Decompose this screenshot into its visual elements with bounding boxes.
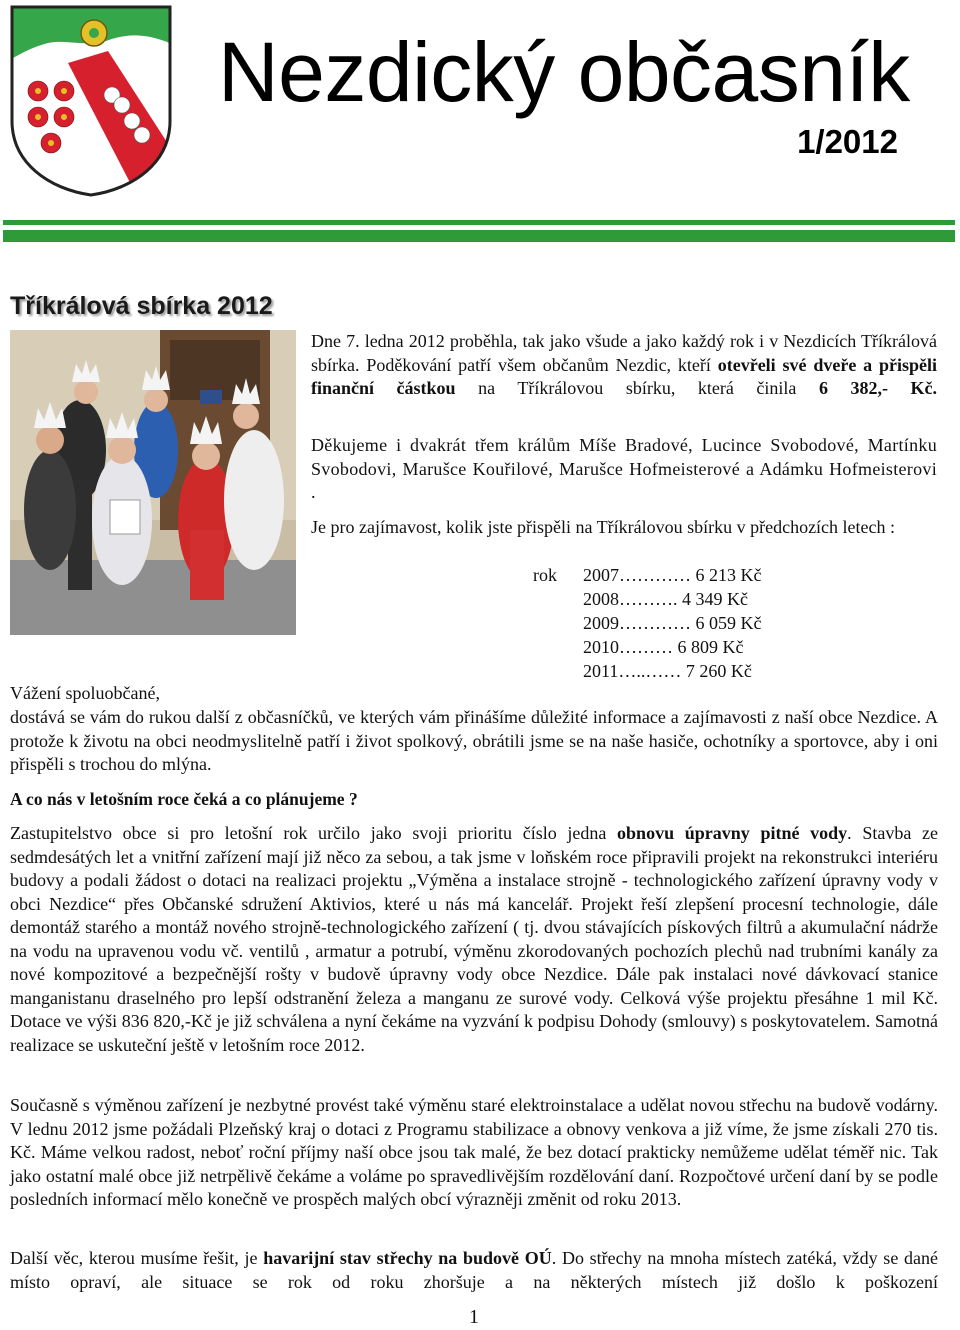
page-number: 1 (469, 1306, 479, 1328)
stats-year-label: rok (533, 565, 557, 585)
stats-row: 2009………… 6 059 Kč (583, 613, 762, 633)
three-kings-photo (10, 330, 296, 635)
header-rule-thin (3, 220, 955, 225)
section-heading-tri-kings: Tříkrálová sbírka 2012 (10, 292, 273, 320)
greeting: Vážení spoluobčané, (10, 683, 160, 703)
electrical-roof-paragraph: Současně s výměnou zařízení je nezbytné provést také výměnu staré elektroinstalace a udělat novou střechu na budově vodárny. V lednu 2012 jsme požádali Plzeňský kraj o dotaci z Programu stabilizace a obnovy venkova a již víme, že jsme získali 270 tis. Kč. Máme velkou radost, neboť roční příjmy naší obce jsou tak malé, že bez dotací prakticky nemůžeme udělat téměř nic. Tak jako ostatní malé obce již netrpělivě čekáme a voláme po spravedlivějším rozdělování daní. Rozpočtové určení daní by se podle posledních informací mělo konečně ve prospěch malých obcí výrazněji změnit od roku 2013. (10, 1095, 938, 1209)
stats-row: 2007………… 6 213 Kč (583, 565, 762, 585)
village-coat-of-arms (8, 3, 174, 198)
plans-heading: A co nás v letošním roce čeká a co plánujeme ? (10, 789, 358, 809)
stats-row: 2010……… 6 809 Kč (583, 637, 744, 657)
header-rule-thick (3, 230, 955, 242)
newsletter-title: Nezdický občasník (218, 25, 910, 119)
previous-years-intro: Je pro zajímavost, kolik jste přispěli na Tříkrálovou sbírku v předchozích letech : (311, 517, 896, 537)
kings-thanks-paragraph: Děkujeme i dvakrát třem králům Míše Bradové, Lucince Svobodové, Martínku Svobodovi, Marušce Kouřilové, Marušce Hofmeisterové a Adámku Hofmeisterovi . (311, 435, 937, 502)
issue-number: 1/2012 (797, 123, 898, 160)
collection-thanks-paragraph: Dne 7. ledna 2012 proběhla, tak jako všude a jako každý rok i v Nezdicích Tříkrálová sbírka. Poděkování patří všem občanům Nezdic, kteří otevřeli své dveře a přispěli finanční částkou na Tříkrálovou sbírku, která činila 6 382,- Kč. (311, 331, 938, 398)
water-treatment-paragraph: Zastupitelstvo obce si pro letošní rok určilo jako svoji prioritu číslo jedna obnovu úpravny pitné vody. Stavba ze sedmdesátých let a vnitřní zařízení mají již něco za sebou, a tak jsme v loňském roce připravili projekt na rekonstrukci interiéru budovy a podali žádost o dotaci na realizaci projektu „Výměna a instalace strojně - technologického zařízení úpravny vody v obci Nezdice“ přes Občanské sdružení Aktivios, které u nás má kancelář. Projekt řeší zlepšení procesní technologie, dále demontáž starého a montáž nového strojně-technologického zařízení ( tj. dvou stávajících pískových filtrů a akumulační nádrže na vodu na upravenou vodu vč. ventilů , armatur a potrubí, výměnu zkorodovaných pochozích plechů nad trubními kanály za nové kompozitové a bezpečnější rošty v budově úpravny vody obce Nezdice. Dále pak instalaci nové dávkovací stanice manganistanu draselného pro lepší odstranění železa a manganu ze surové vody. Celková výše projektu přesáhne 1 mil Kč. Dotace ve výši 836 820,-Kč je již schválena a nyní čekáme na vyzvání k podpisu Dohody (smlouvy) s poskytovatelem. Samotná realizace se uskuteční ještě v letošním roce 2012. (10, 823, 938, 1055)
stats-row: 2011…..…… 7 260 Kč (583, 661, 752, 681)
stats-row: 2008………. 4 349 Kč (583, 589, 748, 609)
office-roof-paragraph: Další věc, kterou musíme řešit, je havarijní stav střechy na budově OÚ. Do střechy na mnoha místech zatéká, vždy se dané místo opraví, ale situace se rok od roku zhoršuje a na některých místech již došlo k poškození (10, 1248, 938, 1292)
intro-paragraph: dostává se vám do rukou další z občasníčků, ve kterých vám přinášíme důležité informace a zajímavosti z naší obce Nezdice. A protože k životu na obci neodmyslitelně patří i život spolkový, obrátili jsme se na naše hasiče, ochotníky a sportovce, aby i oni přispěli s trochou do mlýna. (10, 707, 938, 774)
